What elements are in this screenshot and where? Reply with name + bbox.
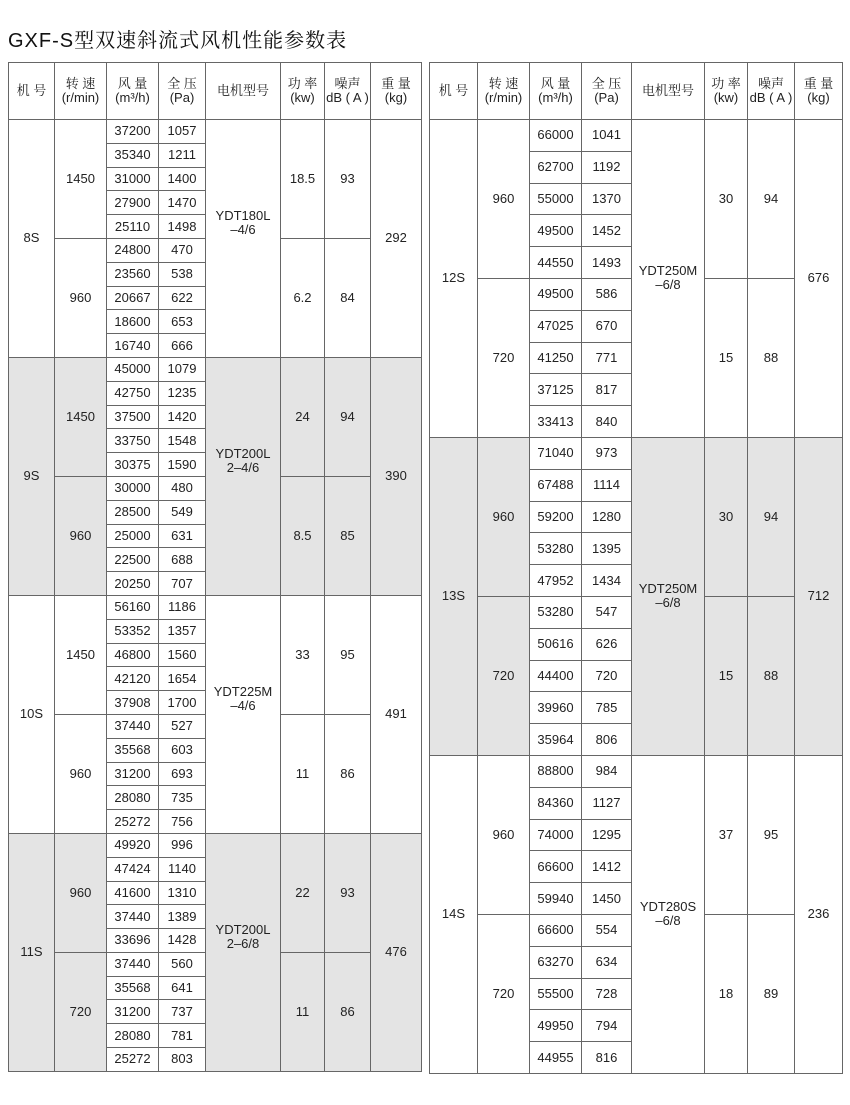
weight-cell: 236 [795,755,843,1073]
airflow-cell: 49920 [107,833,159,857]
header-label: 电机型号 [216,83,269,98]
header-label: 风 量 [540,76,571,91]
airflow-cell: 27900 [107,191,159,215]
header-label: 风 量 [117,76,148,91]
airflow-cell: 59200 [530,501,582,533]
speed-cell: 720 [478,278,530,437]
noise-cell: 85 [325,476,371,595]
pressure-cell: 1420 [159,405,206,429]
speed-cell: 1450 [55,120,107,239]
model-cell: 10S [9,595,55,833]
header-speed [55,63,107,120]
motor-cell: YDT250M –6/8 [632,437,705,755]
header-unit: (r/min) [484,90,523,105]
pressure-cell: 1395 [582,533,632,565]
pressure-cell: 1370 [582,183,632,215]
pressure-cell: 1057 [159,120,206,144]
table-row [9,833,422,857]
model-cell: 8S [9,120,55,358]
airflow-cell: 66600 [530,914,582,946]
pressure-cell: 653 [159,310,206,334]
pressure-cell: 1560 [159,643,206,667]
pressure-cell: 816 [582,1042,632,1074]
airflow-cell: 22500 [107,548,159,572]
power-cell: 11 [281,952,325,1071]
header-unit: dB ( A ) [326,90,369,105]
pressure-cell: 817 [582,374,632,406]
power-cell: 11 [281,714,325,833]
airflow-cell: 49500 [530,278,582,310]
airflow-cell: 16740 [107,334,159,358]
airflow-cell: 49500 [530,215,582,247]
airflow-cell: 47025 [530,310,582,342]
pressure-cell: 688 [159,548,206,572]
airflow-cell: 88800 [530,755,582,787]
airflow-cell: 62700 [530,151,582,183]
pressure-cell: 1452 [582,215,632,247]
header-unit: (Pa) [594,90,619,105]
header-label: 电机型号 [641,83,694,98]
pressure-cell: 984 [582,755,632,787]
motor-cell: YDT225M –4/6 [206,595,281,833]
pressure-cell: 1280 [582,501,632,533]
header-airflow [107,63,159,120]
pressure-cell: 771 [582,342,632,374]
header-unit: (kw) [290,90,315,105]
model-cell: 12S [430,120,478,438]
pressure-cell: 1470 [159,191,206,215]
header-label: 转 速 [65,76,96,91]
header-noise [325,63,371,120]
header-label: 噪声 [757,76,784,91]
airflow-cell: 35340 [107,143,159,167]
airflow-cell: 39960 [530,692,582,724]
motor-cell: YDT200L 2–6/8 [206,833,281,1071]
model-cell: 13S [430,437,478,755]
pressure-cell: 622 [159,286,206,310]
pressure-cell: 1450 [582,883,632,915]
page-title: GXF-S型双速斜流式风机性能参数表 [8,30,348,52]
header-model [9,63,55,120]
noise-cell: 93 [325,120,371,239]
speed-cell: 960 [478,755,530,914]
pressure-cell: 1127 [582,787,632,819]
header-unit: (m³/h) [115,90,150,105]
airflow-cell: 53352 [107,619,159,643]
fan-model-block [9,120,422,358]
airflow-cell: 37440 [107,905,159,929]
pressure-cell: 737 [159,1000,206,1024]
power-cell: 33 [281,595,325,714]
power-cell: 22 [281,833,325,952]
airflow-cell: 24800 [107,238,159,262]
header-speed [478,63,530,120]
airflow-cell: 53280 [530,596,582,628]
model-cell: 11S [9,833,55,1071]
pressure-cell: 785 [582,692,632,724]
header-unit: (kg) [384,90,408,105]
pressure-cell: 626 [582,628,632,660]
airflow-cell: 42120 [107,667,159,691]
pressure-cell: 781 [159,1024,206,1048]
speed-cell: 720 [478,914,530,1073]
airflow-cell: 45000 [107,357,159,381]
fan-model-block [430,437,843,755]
pressure-cell: 1412 [582,851,632,883]
airflow-cell: 25272 [107,1048,159,1072]
table-header [430,63,843,120]
speed-cell: 960 [478,437,530,596]
noise-cell: 93 [325,833,371,952]
pressure-cell: 603 [159,738,206,762]
airflow-cell: 31200 [107,1000,159,1024]
header-pressure [159,63,206,120]
airflow-cell: 37200 [107,120,159,144]
pressure-cell: 1186 [159,595,206,619]
airflow-cell: 25110 [107,215,159,239]
airflow-cell: 84360 [530,787,582,819]
weight-cell: 491 [371,595,422,833]
airflow-cell: 44400 [530,660,582,692]
weight-cell: 712 [795,437,843,755]
power-cell: 30 [705,120,748,279]
speed-cell: 720 [55,952,107,1071]
airflow-cell: 20250 [107,572,159,596]
header-model [430,63,478,120]
power-cell: 18.5 [281,120,325,239]
table-row [9,595,422,619]
pressure-cell: 1295 [582,819,632,851]
fan-model-block [9,833,422,1071]
header-unit: (kg) [807,90,830,105]
power-cell: 15 [705,596,748,755]
pressure-cell: 1389 [159,905,206,929]
header-label: 机 号 [16,83,47,98]
header-unit: (Pa) [169,90,195,105]
noise-cell: 94 [748,437,795,596]
pressure-cell: 806 [582,724,632,756]
airflow-cell: 28080 [107,786,159,810]
pressure-cell: 1400 [159,167,206,191]
airflow-cell: 63270 [530,946,582,978]
table-row [430,120,843,152]
airflow-cell: 53280 [530,533,582,565]
header-weight [371,63,422,120]
table-row [9,120,422,144]
pressure-cell: 735 [159,786,206,810]
airflow-cell: 31000 [107,167,159,191]
power-cell: 30 [705,437,748,596]
header-label: 机 号 [438,83,469,98]
pressure-cell: 840 [582,406,632,438]
table-row [9,357,422,381]
speed-cell: 960 [478,120,530,279]
airflow-cell: 37125 [530,374,582,406]
pressure-cell: 1434 [582,565,632,597]
header-unit: (m³/h) [538,90,573,105]
pressure-cell: 1654 [159,667,206,691]
airflow-cell: 47424 [107,857,159,881]
speed-cell: 960 [55,238,107,357]
weight-cell: 292 [371,120,422,358]
pressure-cell: 470 [159,238,206,262]
power-cell: 8.5 [281,476,325,595]
airflow-cell: 31200 [107,762,159,786]
motor-cell: YDT250M –6/8 [632,120,705,438]
noise-cell: 94 [748,120,795,279]
fan-model-block [9,595,422,833]
pressure-cell: 1548 [159,429,206,453]
airflow-cell: 41600 [107,881,159,905]
pressure-cell: 1428 [159,929,206,953]
fan-model-block [430,755,843,1073]
pressure-cell: 756 [159,810,206,834]
speed-cell: 960 [55,714,107,833]
pressure-cell: 560 [159,952,206,976]
airflow-cell: 42750 [107,381,159,405]
pressure-cell: 720 [582,660,632,692]
pressure-cell: 480 [159,476,206,500]
power-cell: 24 [281,357,325,476]
header-motor [206,63,281,120]
performance-table-left [8,62,422,1072]
pressure-cell: 1041 [582,120,632,152]
pressure-cell: 641 [159,976,206,1000]
airflow-cell: 66600 [530,851,582,883]
airflow-cell: 49950 [530,1010,582,1042]
airflow-cell: 74000 [530,819,582,851]
header-label: 噪声 [334,76,361,91]
noise-cell: 89 [748,914,795,1073]
airflow-cell: 25272 [107,810,159,834]
performance-table-right [429,62,843,1074]
header-airflow [530,63,582,120]
airflow-cell: 23560 [107,262,159,286]
pressure-cell: 1140 [159,857,206,881]
pressure-cell: 547 [582,596,632,628]
pressure-cell: 549 [159,500,206,524]
speed-cell: 1450 [55,595,107,714]
weight-cell: 676 [795,120,843,438]
airflow-cell: 55500 [530,978,582,1010]
fan-model-block [430,120,843,438]
header-unit: dB ( A ) [749,90,793,105]
header-unit: (kw) [713,90,739,105]
noise-cell: 88 [748,278,795,437]
airflow-cell: 50616 [530,628,582,660]
motor-cell: YDT280S –6/8 [632,755,705,1073]
speed-cell: 1450 [55,357,107,476]
airflow-cell: 28080 [107,1024,159,1048]
pressure-cell: 538 [159,262,206,286]
table-row [430,755,843,787]
fan-model-block [9,357,422,595]
airflow-cell: 59940 [530,883,582,915]
pressure-cell: 728 [582,978,632,1010]
header-unit: (r/min) [61,90,100,105]
airflow-cell: 44955 [530,1042,582,1074]
speed-cell: 960 [55,833,107,952]
airflow-cell: 20667 [107,286,159,310]
pressure-cell: 693 [159,762,206,786]
airflow-cell: 55000 [530,183,582,215]
airflow-cell: 30000 [107,476,159,500]
weight-cell: 476 [371,833,422,1071]
motor-cell: YDT200L 2–4/6 [206,357,281,595]
pressure-cell: 1211 [159,143,206,167]
airflow-cell: 18600 [107,310,159,334]
header-power [281,63,325,120]
header-power [705,63,748,120]
header-label: 功 率 [711,76,741,91]
pressure-cell: 670 [582,310,632,342]
pressure-cell: 803 [159,1048,206,1072]
airflow-cell: 35964 [530,724,582,756]
airflow-cell: 44550 [530,247,582,279]
airflow-cell: 33413 [530,406,582,438]
noise-cell: 88 [748,596,795,755]
table-header [9,63,422,120]
pressure-cell: 666 [159,334,206,358]
airflow-cell: 67488 [530,469,582,501]
header-label: 转 速 [488,76,519,91]
noise-cell: 86 [325,952,371,1071]
noise-cell: 95 [748,755,795,914]
noise-cell: 86 [325,714,371,833]
weight-cell: 390 [371,357,422,595]
airflow-cell: 56160 [107,595,159,619]
pressure-cell: 554 [582,914,632,946]
header-noise [748,63,795,120]
pressure-cell: 1357 [159,619,206,643]
pressure-cell: 1590 [159,453,206,477]
header-weight [795,63,843,120]
header-label: 全 压 [167,76,197,91]
motor-cell: YDT180L –4/6 [206,120,281,358]
pressure-cell: 1079 [159,357,206,381]
airflow-cell: 37908 [107,691,159,715]
airflow-cell: 66000 [530,120,582,152]
pressure-cell: 586 [582,278,632,310]
airflow-cell: 28500 [107,500,159,524]
airflow-cell: 37440 [107,714,159,738]
header-pressure [582,63,632,120]
airflow-cell: 71040 [530,437,582,469]
pressure-cell: 1700 [159,691,206,715]
pressure-cell: 527 [159,714,206,738]
model-cell: 9S [9,357,55,595]
header-label: 全 压 [591,76,622,91]
pressure-cell: 794 [582,1010,632,1042]
pressure-cell: 973 [582,437,632,469]
pressure-cell: 1235 [159,381,206,405]
pressure-cell: 631 [159,524,206,548]
power-cell: 6.2 [281,238,325,357]
airflow-cell: 37500 [107,405,159,429]
airflow-cell: 35568 [107,738,159,762]
header-motor [632,63,705,120]
power-cell: 18 [705,914,748,1073]
airflow-cell: 25000 [107,524,159,548]
airflow-cell: 33750 [107,429,159,453]
power-cell: 37 [705,755,748,914]
airflow-cell: 46800 [107,643,159,667]
pressure-cell: 1498 [159,215,206,239]
pressure-cell: 996 [159,833,206,857]
pressure-cell: 634 [582,946,632,978]
pressure-cell: 1310 [159,881,206,905]
airflow-cell: 35568 [107,976,159,1000]
pressure-cell: 1192 [582,151,632,183]
noise-cell: 95 [325,595,371,714]
table-row [430,437,843,469]
airflow-cell: 47952 [530,565,582,597]
pressure-cell: 707 [159,572,206,596]
speed-cell: 720 [478,596,530,755]
header-label: 重 量 [381,76,411,91]
airflow-cell: 33696 [107,929,159,953]
header-label: 功 率 [287,76,318,91]
airflow-cell: 30375 [107,453,159,477]
header-label: 重 量 [803,76,834,91]
model-cell: 14S [430,755,478,1073]
noise-cell: 84 [325,238,371,357]
noise-cell: 94 [325,357,371,476]
speed-cell: 960 [55,476,107,595]
airflow-cell: 37440 [107,952,159,976]
airflow-cell: 41250 [530,342,582,374]
pressure-cell: 1493 [582,247,632,279]
pressure-cell: 1114 [582,469,632,501]
power-cell: 15 [705,278,748,437]
